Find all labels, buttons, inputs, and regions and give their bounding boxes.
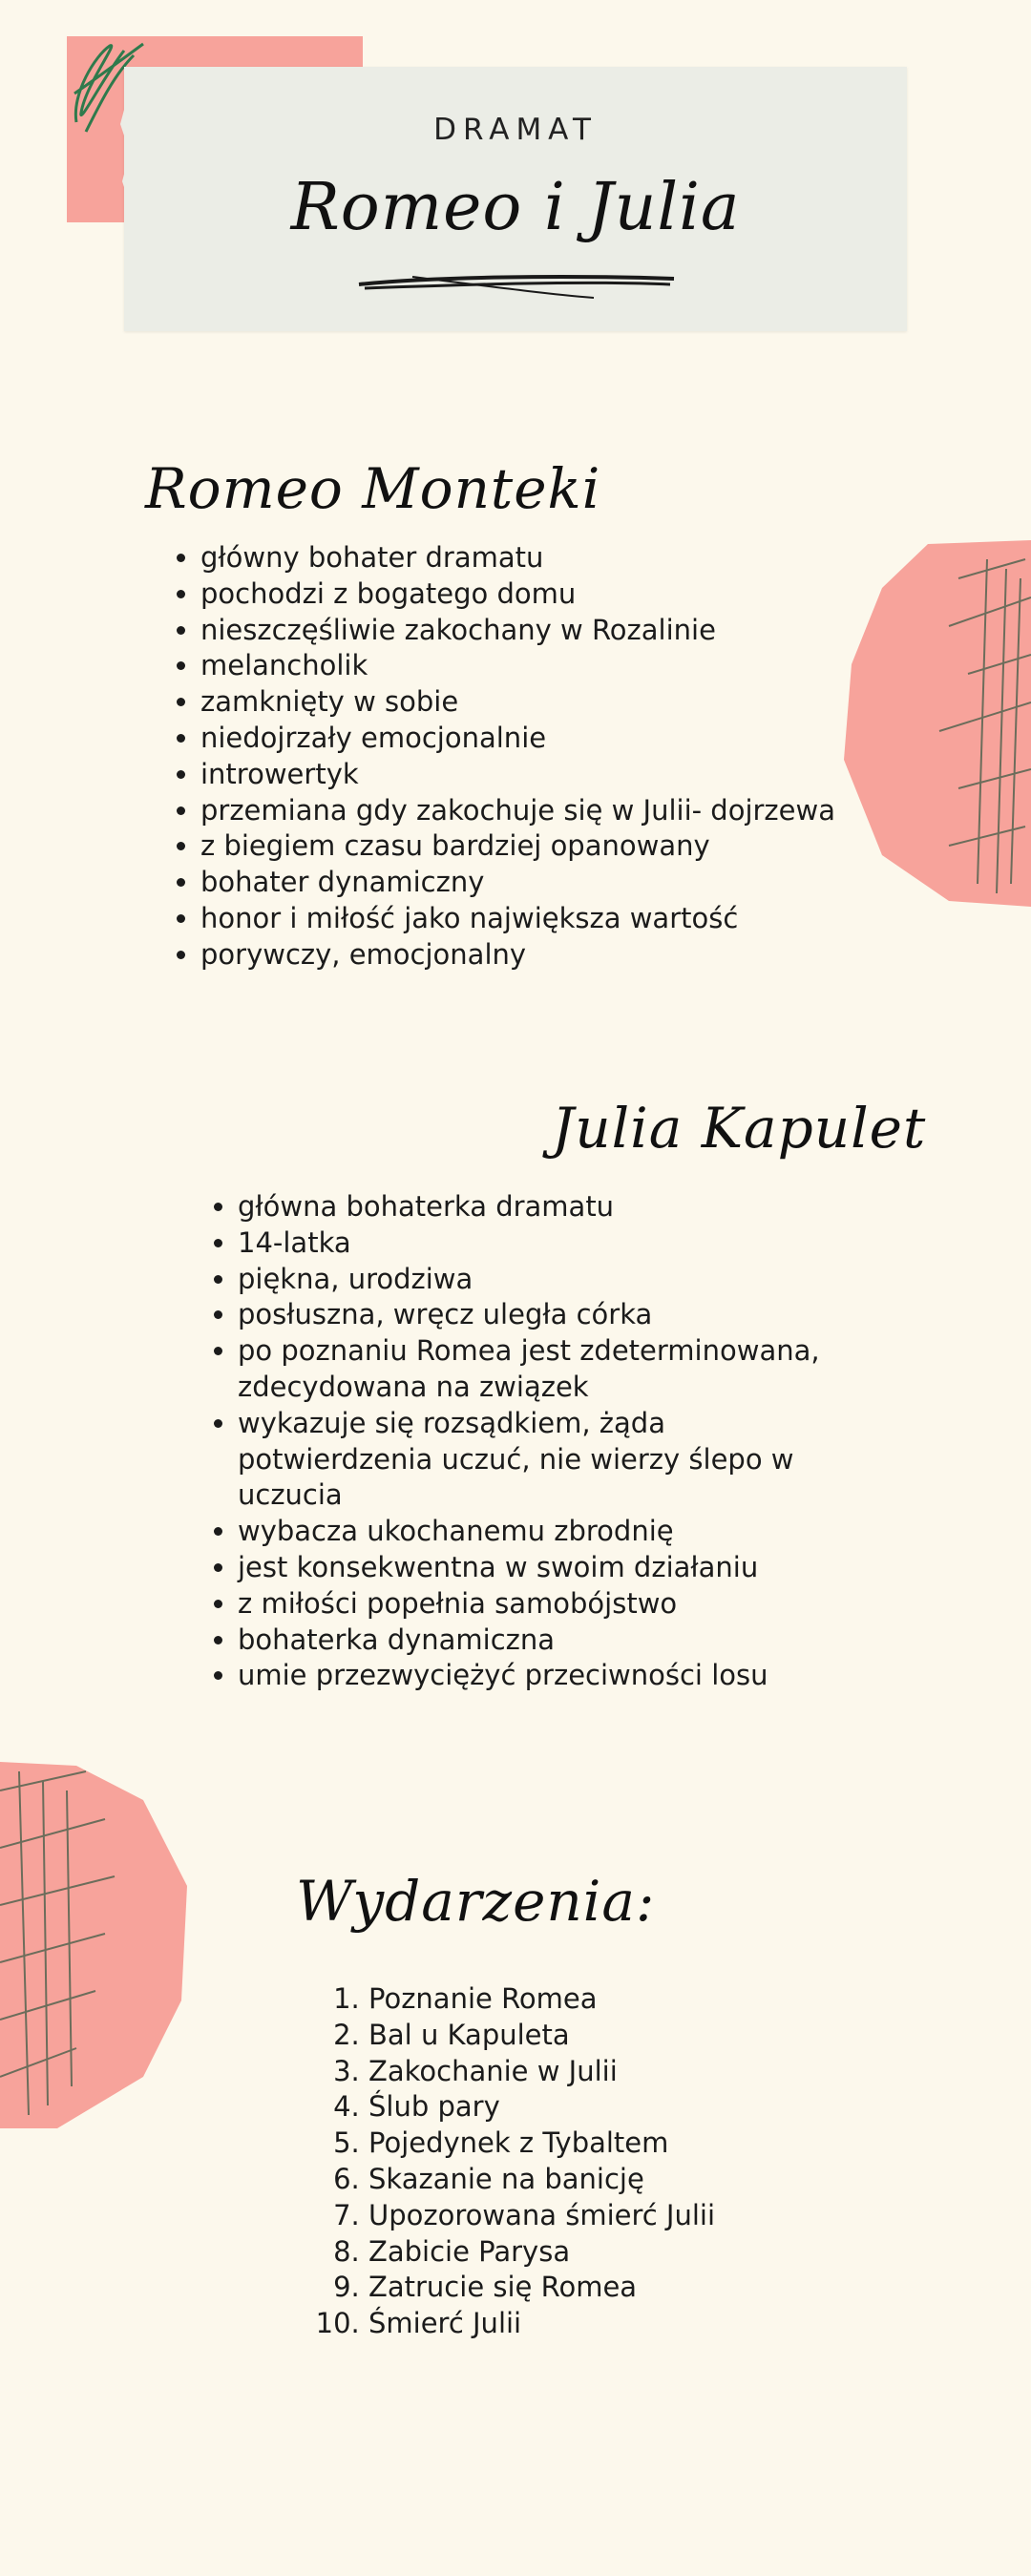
- list-item: • główna bohaterka dramatu: [238, 1189, 868, 1225]
- list-item: • przemiana gdy zakochuje się w Julii- dojrzewa: [200, 793, 888, 829]
- list-item: 8. Zabicie Parysa: [368, 2234, 903, 2271]
- list-item: 4. Ślub pary: [368, 2089, 903, 2126]
- list-item: • pochodzi z bogatego domu: [200, 576, 888, 613]
- list-item: • bohater dynamiczny: [200, 865, 888, 901]
- list-item: • niedojrzały emocjonalnie: [200, 721, 888, 757]
- list-item: • umie przezwyciężyć przeciwności losu: [238, 1658, 868, 1694]
- list-item: 9. Zatrucie się Romea: [368, 2270, 903, 2306]
- list-item: 6. Skazanie na banicję: [368, 2162, 903, 2198]
- romeo-traits-list: [164, 540, 888, 974]
- list-item: • bohaterka dynamiczna: [238, 1623, 868, 1659]
- list-item: 3. Zakochanie w Julii: [368, 2054, 903, 2090]
- genre-kicker: DRAMAT: [433, 113, 598, 147]
- list-item: 7. Upozorowana śmierć Julii: [368, 2198, 903, 2234]
- julia-heading: Julia Kapulet: [552, 1096, 927, 1161]
- title-underline-scribble: [355, 267, 680, 305]
- list-item: • piękna, urodziwa: [238, 1262, 868, 1298]
- list-item: 2. Bal u Kapuleta: [368, 2018, 903, 2054]
- list-item: • wybacza ukochanemu zbrodnię: [238, 1514, 868, 1550]
- julia-traits-list: [201, 1189, 868, 1694]
- list-item: • główny bohater dramatu: [200, 540, 888, 576]
- list-item: • po poznaniu Romea jest zdeterminowana, zdecydowana na związek: [238, 1333, 868, 1406]
- list-item: • zamknięty w sobie: [200, 684, 888, 721]
- list-item: • wykazuje się rozsądkiem, żąda potwierdzenia uczuć, nie wierzy ślepo w uczucia: [238, 1406, 868, 1514]
- romeo-heading: Romeo Monteki: [145, 456, 601, 521]
- pink-blob-left: [0, 1762, 191, 2128]
- page-title: Romeo i Julia: [290, 170, 741, 245]
- list-item: • z biegiem czasu bardziej opanowany: [200, 828, 888, 865]
- list-item: • jest konsekwentna w swoim działaniu: [238, 1550, 868, 1586]
- list-item: 10. Śmierć Julii: [368, 2306, 903, 2342]
- list-item: • z miłości popełnia samobójstwo: [238, 1586, 868, 1623]
- list-item: • porywczy, emocjonalny: [200, 937, 888, 974]
- list-item: 5. Pojedynek z Tybaltem: [368, 2126, 903, 2162]
- list-item: • nieszczęśliwie zakochany w Rozalinie: [200, 613, 888, 649]
- list-item: 1. Poznanie Romea: [368, 1981, 903, 2018]
- list-item: • melancholik: [200, 648, 888, 684]
- events-heading: Wydarzenia:: [296, 1869, 656, 1934]
- list-item: • honor i miłość jako największa wartość: [200, 901, 888, 937]
- events-list: [330, 1981, 903, 2342]
- list-item: • posłuszna, wręcz uległa córka: [238, 1297, 868, 1333]
- list-item: • introwertyk: [200, 757, 888, 793]
- list-item: • 14-latka: [238, 1225, 868, 1262]
